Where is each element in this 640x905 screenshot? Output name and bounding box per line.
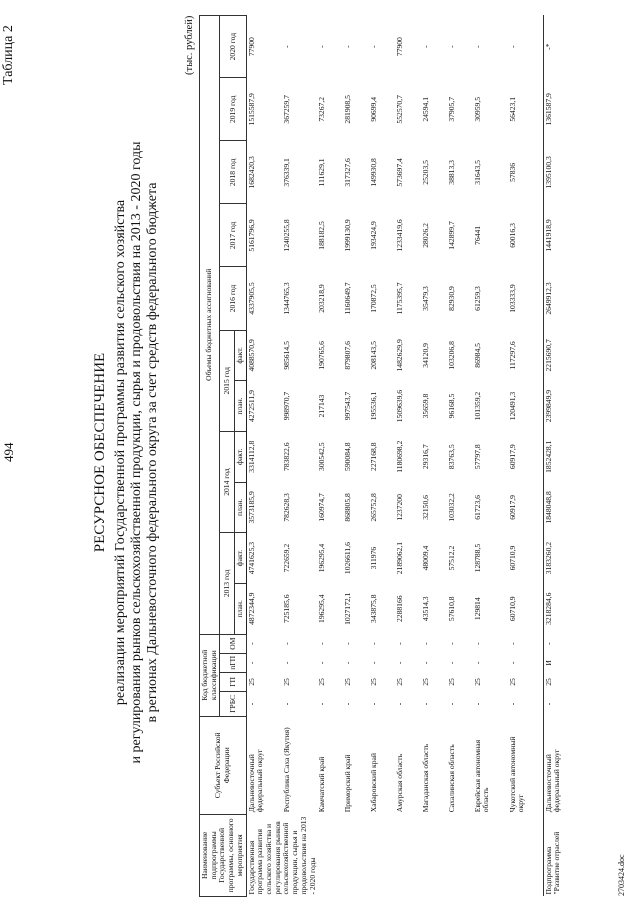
gp-cell: 25 xyxy=(472,678,482,686)
grbs-cell: - xyxy=(420,702,430,706)
header-budget-code: Код бюджетной классификации xyxy=(200,634,220,716)
y2020-cell: - xyxy=(420,45,430,48)
program-name-cell: Государственная программа развития сельского хозяйства и регулирования рынков сельскохозяйственной продукции, сырья и продовольствия на 2013 - 2020 годы xyxy=(246,816,317,895)
plan-2014-cell: 103032,2 xyxy=(446,493,456,522)
units-note: (тыс. рублей) xyxy=(184,15,195,75)
table-row xyxy=(246,16,282,897)
plan-2014-cell: 1237200 xyxy=(394,494,404,521)
plan-2013-cell: 4872344,9 xyxy=(246,592,256,625)
fact-2013-cell: 60710,9 xyxy=(507,545,517,571)
header-year-2016: 2016 год xyxy=(220,267,246,330)
y2019-cell: 24594,1 xyxy=(420,96,430,122)
subject-cell: Чукотский автономный округ xyxy=(507,736,526,813)
gp-cell: 25 xyxy=(446,678,456,686)
y2018-cell: 31643,5 xyxy=(472,160,482,185)
plan-2013-cell: 129814 xyxy=(472,597,482,621)
y2016-cell: 203218,9 xyxy=(316,284,326,313)
fact-2014-cell: 3314112,8 xyxy=(246,440,256,473)
table-row xyxy=(395,16,421,897)
subject-cell: Магаданская область xyxy=(420,743,430,813)
y2020-cell: - xyxy=(507,45,517,48)
header-plan-2013: план. xyxy=(234,583,246,634)
plan-2015-cell: 120491,3 xyxy=(507,391,517,421)
plan-2015-cell: 195536,1 xyxy=(368,391,378,421)
grbs-cell: - xyxy=(507,702,517,706)
title-line-2: реализации мероприятий Государственной программы развития сельского хозяйства xyxy=(113,199,128,706)
subprogram-name-cell: Подпрограмма "Развитие отраслей xyxy=(543,814,576,896)
plan-2013-cell: 1027172,1 xyxy=(342,592,352,625)
y2020-cell: - xyxy=(446,45,456,48)
y2018-cell: 376339,1 xyxy=(281,158,291,187)
table-row xyxy=(508,16,544,897)
y2018-cell: 38813,3 xyxy=(446,160,456,185)
header-plan-2015: план. xyxy=(234,381,246,432)
fact-2014-cell: 1852428,1 xyxy=(543,431,576,482)
header-subject: Субъект Российской Федерации xyxy=(200,716,247,814)
om-cell: - xyxy=(472,642,482,645)
fact-2015-cell: 879807,6 xyxy=(342,341,352,370)
y2018-cell: 317327,6 xyxy=(342,158,352,187)
subject-cell: Приморский край xyxy=(342,754,352,813)
table-header xyxy=(200,16,247,897)
y2018-cell: 25203,5 xyxy=(420,160,430,185)
fact-2013-cell: 722659,2 xyxy=(281,543,291,573)
table-row xyxy=(543,16,576,897)
fact-2015-cell: 34120,9 xyxy=(420,343,430,368)
y2017-cell: 142899,7 xyxy=(446,221,456,250)
table-row xyxy=(447,16,473,897)
table-row xyxy=(473,16,508,897)
plan-2015-cell: 997543,7 xyxy=(342,391,352,421)
subject-cell: Камчатский край xyxy=(316,756,326,813)
grbs-cell: - xyxy=(394,702,404,706)
subject-cell: Дальневосточный федеральный округ xyxy=(543,716,576,814)
header-year-2013: 2013 год xyxy=(220,533,234,634)
gp-cell: 25 xyxy=(342,678,352,686)
header-pgp: пГП xyxy=(220,653,246,672)
fact-2013-cell: 4741625,3 xyxy=(246,541,256,575)
subject-cell: Сахалинская область xyxy=(446,744,456,813)
plan-2013-cell: 3218284,6 xyxy=(543,583,576,634)
fact-2015-cell: 2215690,7 xyxy=(543,330,576,381)
y2020-cell: - xyxy=(342,45,352,48)
pgp-cell: - xyxy=(281,661,291,665)
table-row xyxy=(369,16,395,897)
header-program-name: Наименование подпрограммы Государственной программы, основного мероприятия xyxy=(200,814,247,896)
header-year-2020: 2020 год xyxy=(220,16,246,78)
title-heading: РЕСУРСНОЕ ОБЕСПЕЧЕНИЕ xyxy=(92,352,108,553)
resource-table xyxy=(199,15,576,897)
fact-2015-cell: 985614,5 xyxy=(281,341,291,370)
gp-cell: 25 xyxy=(543,672,576,691)
fact-2015-cell: 208143,5 xyxy=(368,341,378,370)
y2020-cell: - xyxy=(316,45,326,48)
grbs-cell: - xyxy=(246,702,256,706)
om-cell: - xyxy=(394,642,404,645)
header-year-2014: 2014 год xyxy=(220,431,234,532)
fact-2014-cell: 227168,8 xyxy=(368,442,378,471)
title-line-3: и регулирования рынков сельскохозяйственной продукции, сырья и продовольствия на 2013 - 2020 годы xyxy=(129,141,144,764)
y2017-cell: 1240255,8 xyxy=(281,219,291,252)
om-cell: - xyxy=(446,642,456,645)
plan-2015-cell: 217143 xyxy=(316,394,326,418)
plan-2015-cell: 4272511,9 xyxy=(246,390,256,423)
pgp-cell: - xyxy=(316,661,326,665)
plan-2014-cell: 32150,6 xyxy=(420,495,430,520)
y2019-cell: 1515587,9 xyxy=(246,93,256,126)
y2017-cell: 60016,3 xyxy=(507,223,517,248)
y2017-cell: 1441918,9 xyxy=(543,204,576,267)
plan-2014-cell: 60917,9 xyxy=(507,495,517,520)
plan-2014-cell: 61723,6 xyxy=(472,495,482,520)
y2020-cell: - xyxy=(368,45,378,48)
header-fact-2014: факт. xyxy=(234,431,246,482)
fact-2014-cell: 57797,8 xyxy=(472,444,482,470)
y2017-cell: 193424,9 xyxy=(368,221,378,250)
header-grbs: ГРБС xyxy=(220,692,246,717)
plan-2013-cell: 57610,8 xyxy=(446,596,456,622)
pgp-cell: - xyxy=(472,661,482,665)
gp-cell: 25 xyxy=(281,678,291,686)
pgp-cell: - xyxy=(446,661,456,665)
plan-2014-cell: 160974,7 xyxy=(316,493,326,522)
subject-cell: Дальневосточный федеральный округ xyxy=(246,749,265,813)
y2016-cell: 82930,9 xyxy=(446,286,456,311)
fact-2014-cell: 60917,9 xyxy=(507,444,517,470)
y2020-cell: 77900 xyxy=(394,37,404,57)
grbs-cell: - xyxy=(446,702,456,706)
y2016-cell: 170872,5 xyxy=(368,284,378,313)
header-year-2015: 2015 год xyxy=(220,330,234,431)
y2017-cell: 76441 xyxy=(472,225,482,245)
plan-2015-cell: 998970,7 xyxy=(281,391,291,421)
pgp-cell: И xyxy=(543,653,576,672)
header-gp: ГП xyxy=(220,672,246,691)
y2019-cell: 281908,5 xyxy=(342,95,352,124)
fact-2015-cell: 1482629,9 xyxy=(394,339,404,372)
y2016-cell: 35479,3 xyxy=(420,286,430,311)
y2016-cell: 2649912,3 xyxy=(543,267,576,330)
y2018-cell: 149930,8 xyxy=(368,158,378,187)
plan-2015-cell: 2399849,9 xyxy=(543,381,576,432)
y2019-cell: 552570,7 xyxy=(394,95,404,124)
plan-2015-cell: 35659,8 xyxy=(420,393,430,419)
subject-cell: Амурская область xyxy=(394,753,404,813)
fact-2014-cell: 300542,5 xyxy=(316,442,326,471)
plan-2013-cell: 343875,8 xyxy=(368,594,378,623)
plan-2015-cell: 101359,2 xyxy=(472,391,482,421)
plan-2013-cell: 725185,6 xyxy=(281,594,291,623)
pgp-cell: - xyxy=(246,661,256,665)
pgp-cell: - xyxy=(420,661,430,665)
fact-2014-cell: 1180698,2 xyxy=(394,440,404,473)
fact-2014-cell: 783822,6 xyxy=(281,442,291,471)
fact-2014-cell: 83763,5 xyxy=(446,444,456,470)
y2017-cell: 1999130,9 xyxy=(342,219,352,252)
title-line-4: в регионах Дальневосточного федерального округа за счет средств федерального бюджета xyxy=(145,182,160,723)
y2018-cell: 573697,4 xyxy=(394,158,404,187)
page-number: 494 xyxy=(1,442,16,462)
table-row xyxy=(421,16,447,897)
fact-2013-cell: 128788,5 xyxy=(472,543,482,573)
y2019-cell: 37905,7 xyxy=(446,96,456,122)
fact-2013-cell: 57512,2 xyxy=(446,545,456,571)
om-cell: - xyxy=(316,642,326,645)
y2016-cell: 4337905,5 xyxy=(246,282,256,315)
om-cell: - xyxy=(507,642,517,645)
y2020-cell: - xyxy=(281,45,291,48)
fact-2013-cell: 311976 xyxy=(368,546,378,570)
y2016-cell: 1175395,7 xyxy=(394,282,404,315)
y2017-cell: 28026,2 xyxy=(420,223,430,248)
y2019-cell: 73267,2 xyxy=(316,96,326,122)
gp-cell: 25 xyxy=(316,678,326,686)
y2016-cell: 103333,9 xyxy=(507,284,517,313)
fact-2013-cell: 196295,4 xyxy=(316,543,326,573)
fact-2013-cell: 3183260,2 xyxy=(543,533,576,584)
grbs-cell: - xyxy=(472,702,482,706)
om-cell: - xyxy=(246,642,256,645)
gp-cell: 25 xyxy=(368,678,378,686)
gp-cell: 25 xyxy=(246,678,256,686)
y2018-cell: 1395100,3 xyxy=(543,141,576,204)
fact-2015-cell: 117297,6 xyxy=(507,341,517,370)
plan-2013-cell: 43514,3 xyxy=(420,596,430,622)
header-plan-2014: план. xyxy=(234,482,246,533)
fact-2015-cell: 4088570,9 xyxy=(246,339,256,372)
table-row xyxy=(317,16,343,897)
grbs-cell: - xyxy=(368,702,378,706)
table-row xyxy=(282,16,317,897)
plan-2015-cell: 96168,5 xyxy=(446,393,456,419)
fact-2013-cell: 2189062,1 xyxy=(394,541,404,575)
table-label: Таблица 2 xyxy=(1,25,16,85)
table-row xyxy=(343,16,369,897)
grbs-cell: - xyxy=(543,692,576,717)
grbs-cell: - xyxy=(316,702,326,706)
y2017-cell: 1233419,6 xyxy=(394,219,404,252)
subject-cell: Хабаровский край xyxy=(368,753,378,813)
fact-2014-cell: 29316,7 xyxy=(420,444,430,470)
header-om: ОМ xyxy=(220,634,246,653)
plan-2015-cell: 1509639,6 xyxy=(394,389,404,423)
y2019-cell: 56423,1 xyxy=(507,96,517,122)
gp-cell: 25 xyxy=(507,678,517,686)
y2017-cell: 188182,5 xyxy=(316,221,326,250)
grbs-cell: - xyxy=(281,702,291,706)
om-cell: - xyxy=(420,642,430,645)
footer-doc-code: 2703424.doc xyxy=(617,854,626,896)
fact-2013-cell: 48009,4 xyxy=(420,545,430,571)
header-year-2019: 2019 год xyxy=(220,78,246,141)
plan-2013-cell: 60710,9 xyxy=(507,596,517,622)
y2019-cell: 367259,7 xyxy=(281,95,291,124)
y2016-cell: 1344765,3 xyxy=(281,282,291,315)
y2017-cell: 5161796,9 xyxy=(246,219,256,252)
om-cell: - xyxy=(543,634,576,653)
header-fact-2013: факт. xyxy=(234,533,246,584)
y2019-cell: 30959,5 xyxy=(472,96,482,122)
y2020-cell: -* xyxy=(543,16,576,78)
y2020-cell: - xyxy=(472,45,482,48)
plan-2013-cell: 2288166 xyxy=(394,595,404,623)
pgp-cell: - xyxy=(342,661,352,665)
pgp-cell: - xyxy=(394,661,404,665)
plan-2014-cell: 868805,8 xyxy=(342,493,352,522)
gp-cell: 25 xyxy=(394,678,404,686)
grbs-cell: - xyxy=(342,702,352,706)
pgp-cell: - xyxy=(507,661,517,665)
y2019-cell: 1361587,9 xyxy=(543,78,576,141)
plan-2014-cell: 3573185,9 xyxy=(246,491,256,524)
y2020-cell: 77900 xyxy=(246,37,256,57)
subject-cell: Еврейская автономная область xyxy=(472,739,491,813)
y2016-cell: 61259,3 xyxy=(472,286,482,311)
y2016-cell: 1160649,7 xyxy=(342,282,352,315)
plan-2014-cell: 782628,3 xyxy=(281,493,291,522)
om-cell: - xyxy=(368,642,378,645)
fact-2014-cell: 590084,8 xyxy=(342,442,352,471)
plan-2014-cell: 1848048,8 xyxy=(543,482,576,533)
header-year-2018: 2018 год xyxy=(220,141,246,204)
om-cell: - xyxy=(342,642,352,645)
gp-cell: 25 xyxy=(420,678,430,686)
fact-2015-cell: 103206,8 xyxy=(446,341,456,370)
fact-2015-cell: 86984,5 xyxy=(472,343,482,368)
y2019-cell: 90699,4 xyxy=(368,96,378,122)
header-budget-volumes: Объемы бюджетных ассигнований xyxy=(200,16,220,635)
header-fact-2015: факт. xyxy=(234,330,246,381)
fact-2013-cell: 1026611,6 xyxy=(342,542,352,575)
header-year-2017: 2017 год xyxy=(220,204,246,267)
plan-2014-cell: 265752,8 xyxy=(368,493,378,522)
y2018-cell: 57836 xyxy=(507,162,517,182)
plan-2013-cell: 196295,4 xyxy=(316,594,326,623)
fact-2015-cell: 190765,6 xyxy=(316,341,326,370)
y2018-cell: 111629,1 xyxy=(316,158,326,187)
table-body xyxy=(246,16,576,897)
om-cell: - xyxy=(281,642,291,645)
y2018-cell: 1682420,3 xyxy=(246,156,256,189)
subject-cell: Республика Саха (Якутия) xyxy=(281,727,291,813)
pgp-cell: - xyxy=(368,661,378,665)
